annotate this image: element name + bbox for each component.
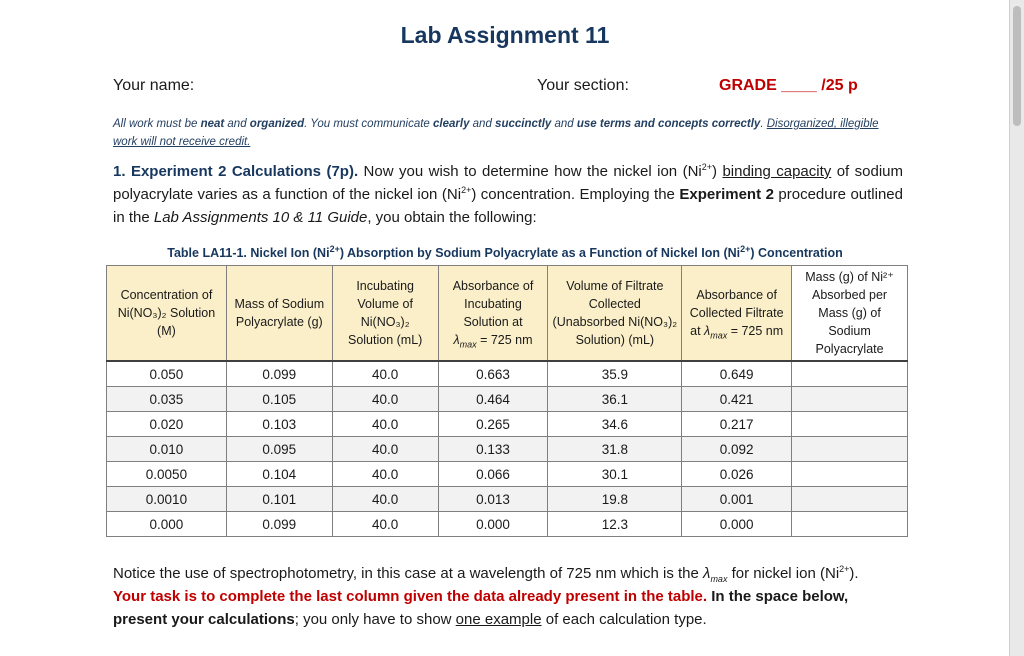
table-cell: 0.001: [682, 487, 792, 512]
table-cell: 0.464: [438, 387, 548, 412]
answer-cell[interactable]: [792, 512, 908, 537]
instructions-note: All work must be neat and organized. You must communicate clearly and succinctly and use terms and concepts correctly. Disorganized, illegible work will not receive credit.: [113, 118, 879, 148]
header-absorbance-incubating: Absorbance of Incubating Solution at $\lambda_{max} = 725$ nm: [438, 266, 548, 362]
table-cell: 0.000: [682, 512, 792, 537]
table-cell: 0.099: [226, 512, 332, 537]
table-cell: 31.8: [548, 437, 682, 462]
table-cell: 0.010: [107, 437, 227, 462]
question-1: 1. Experiment 2 Calculations (7p). Now you wish to determine how the nickel ion $(Ni^{2+})$ binding capacity of sodium polyacrylate varies as a function of the nickel ion $(Ni^{2+})$ concentration. Employing the Experiment 2 procedure outlined in the Lab Assignments 10 & 11 Guide, you obtain the following:: [113, 162, 904, 226]
header-filtrate-volume: Volume of Filtrate Collected (Unabsorbed Ni(NO₃)₂ Solution) (mL): [548, 266, 682, 362]
table-caption: Table LA11-1. Nickel Ion $(Ni^{2+})$ Absorption by Sodium Polyacrylate as a Function of Nickel Ion $(Ni^{2+})$ Concentration: [167, 243, 843, 260]
table-cell: 0.103: [226, 412, 332, 437]
table-cell: 30.1: [548, 462, 682, 487]
table-cell: 0.265: [438, 412, 548, 437]
header-mass-absorbed: Mass (g) of Ni²⁺ Absorbed per Mass (g) of Sodium Polyacrylate: [792, 266, 908, 362]
table-cell: 40.0: [332, 512, 438, 537]
table-cell: 0.013: [438, 487, 548, 512]
answer-cell[interactable]: [792, 361, 908, 387]
table-cell: 40.0: [332, 412, 438, 437]
table-cell: 0.133: [438, 437, 548, 462]
table-header-row: [107, 266, 908, 362]
answer-cell[interactable]: [792, 437, 908, 462]
page-title: Lab Assignment 11: [400, 22, 610, 48]
table-cell: 0.105: [226, 387, 332, 412]
table-cell: 40.0: [332, 361, 438, 387]
table-cell: 0.421: [682, 387, 792, 412]
answer-cell[interactable]: [792, 387, 908, 412]
table-row: [107, 387, 908, 412]
header-mass: Mass of Sodium Polyacrylate (g): [226, 266, 332, 362]
table-cell: 40.0: [332, 487, 438, 512]
table-cell: 0.050: [107, 361, 227, 387]
table-cell: 34.6: [548, 412, 682, 437]
table-cell: 0.101: [226, 487, 332, 512]
table-row: [107, 437, 908, 462]
answer-cell[interactable]: [792, 487, 908, 512]
table-cell: 0.000: [107, 512, 227, 537]
notice-paragraph: Notice the use of spectrophotometry, in this case at a wavelength of 725 nm which is the $\lambda_{max}$ for nickel ion $(Ni^{2+})$. Your task is to complete the last column given the data already present in the table. In the space below, present your calculations; you only have to show one example of each calculation type.: [113, 564, 859, 628]
table-cell: 0.095: [226, 437, 332, 462]
table-cell: 12.3: [548, 512, 682, 537]
table-cell: 0.104: [226, 462, 332, 487]
table-cell: 0.020: [107, 412, 227, 437]
table-cell: 40.0: [332, 387, 438, 412]
answer-cell[interactable]: [792, 412, 908, 437]
table-cell: 40.0: [332, 437, 438, 462]
table-cell: 36.1: [548, 387, 682, 412]
table-row: [107, 512, 908, 537]
table-row: [107, 361, 908, 387]
table-cell: 0.026: [682, 462, 792, 487]
table-cell: 0.217: [682, 412, 792, 437]
table-cell: 0.000: [438, 512, 548, 537]
table-row: [107, 487, 908, 512]
header-incubating-volume: Incubating Volume of Ni(NO₃)₂ Solution (mL): [332, 266, 438, 362]
table-row: [107, 412, 908, 437]
table-cell: 0.066: [438, 462, 548, 487]
table-cell: 0.0050: [107, 462, 227, 487]
student-info-row: [113, 77, 913, 99]
table-cell: 0.0010: [107, 487, 227, 512]
table-cell: 0.663: [438, 361, 548, 387]
table-cell: 40.0: [332, 462, 438, 487]
table-cell: 0.092: [682, 437, 792, 462]
header-absorbance-filtrate: Absorbance of Collected Filtrate at $\lambda_{max} = 725$ nm: [682, 266, 792, 362]
section-label: Your section:: [537, 77, 629, 94]
scrollbar-thumb[interactable]: [1013, 6, 1021, 126]
table-cell: 35.9: [548, 361, 682, 387]
table-cell: 0.649: [682, 361, 792, 387]
answer-cell[interactable]: [792, 462, 908, 487]
grade-label: GRADE ____ /25 p: [719, 77, 858, 94]
name-label: Your name:: [113, 77, 195, 94]
table-row: [107, 462, 908, 487]
data-table: [106, 265, 908, 537]
table-cell: 19.8: [548, 487, 682, 512]
header-concentration: Concentration of Ni(NO₃)₂ Solution (M): [107, 266, 227, 362]
table-cell: 0.035: [107, 387, 227, 412]
table-cell: 0.099: [226, 361, 332, 387]
question-heading: 1. Experiment 2 Calculations (7p).: [113, 163, 359, 180]
vertical-scrollbar[interactable]: [1009, 0, 1024, 656]
task-instruction: Your task is to complete the last column given the data already present in the table.: [113, 588, 708, 605]
